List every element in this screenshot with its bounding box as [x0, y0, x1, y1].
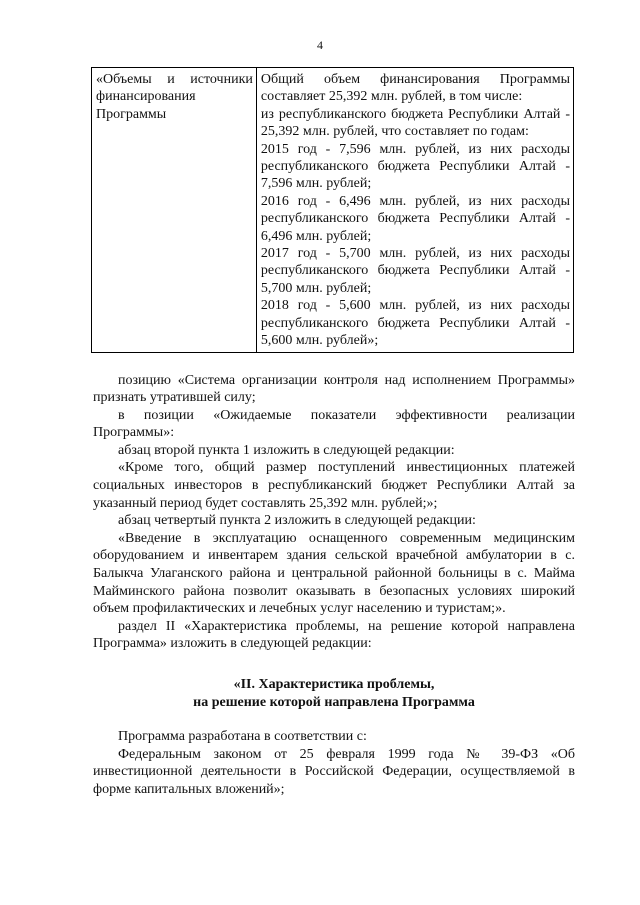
section-text	[93, 728, 575, 798]
table-cell-value	[256, 68, 573, 353]
table-value-line: 2015 год - 7,596 млн. рублей, из них расходы республиканского бюджета Республики Алтай - 7,596 млн. рублей;	[260, 141, 570, 192]
paragraph: раздел II «Характеристика проблемы, на решение которой направлена Программа» изложить в следующей редакции:	[93, 618, 575, 652]
passport-table	[91, 67, 574, 353]
paragraph: абзац четвертый пункта 2 изложить в следующей редакции:	[118, 513, 476, 529]
paragraph: «Кроме того, общий размер поступлений инвестиционных платежей социальных инвесторов в республиканский бюджет Республики Алтай за указанный период будет составлять 25,392 млн. рублей;»;	[93, 460, 575, 511]
table-cell-name-text: «Объемы и источники финансирования Программы	[96, 72, 253, 122]
table-value-line: из республиканского бюджета Республики Алтай - 25,392 млн. рублей, что составляет по годам:	[260, 106, 570, 140]
table-row	[92, 68, 574, 353]
section-heading-line: на решение которой направлена Программа	[193, 695, 475, 710]
paragraph: «Введение в эксплуатацию оснащенного современным медицинским оборудованием и инвентарем здания сельской врачебной амбулатории в с. Балыкча Улаганского района и центральной районной больницы в с. Майма Майминского района позволит оказывать в безопасных условиях широкий объем профилактических и лечебных услуг населению и туристам;».	[93, 530, 575, 617]
amendments-text	[93, 372, 575, 654]
document-body	[93, 67, 575, 798]
table-value-line: 2016 год - 6,496 млн. рублей, из них расходы республиканского бюджета Республики Алтай - 6,496 млн. рублей;	[260, 193, 570, 244]
paragraph: в позиции «Ожидаемые показатели эффективности реализации Программы»:	[93, 407, 575, 441]
table-value-line: Общий объем финансирования Программы составляет 25,392 млн. рублей, в том числе:	[260, 72, 570, 105]
section-heading	[93, 676, 575, 712]
table-value-line: 2018 год - 5,600 млн. рублей, из них расходы республиканского бюджета Республики Алтай - 5,600 млн. рублей»;	[260, 298, 570, 349]
paragraph: позицию «Система организации контроля над исполнением Программы» признать утратившей силу;	[93, 372, 575, 406]
paragraph: Программа разработана в соответствии с:	[118, 729, 367, 744]
table-cell-name	[92, 68, 257, 353]
section-heading-line: «II. Характеристика проблемы,	[233, 677, 435, 692]
paragraph: Федеральным законом от 25 февраля 1999 года № 39-ФЗ «Об инвестиционной деятельности в Российской Федерации, осуществляемой в форме капитальных вложений»;	[93, 746, 575, 797]
table-value-line: 2017 год - 5,700 млн. рублей, из них расходы республиканского бюджета Республики Алтай - 5,700 млн. рублей;	[260, 246, 570, 296]
page-number: 4	[317, 38, 323, 52]
paragraph: абзац второй пункта 1 изложить в следующей редакции:	[118, 442, 455, 458]
